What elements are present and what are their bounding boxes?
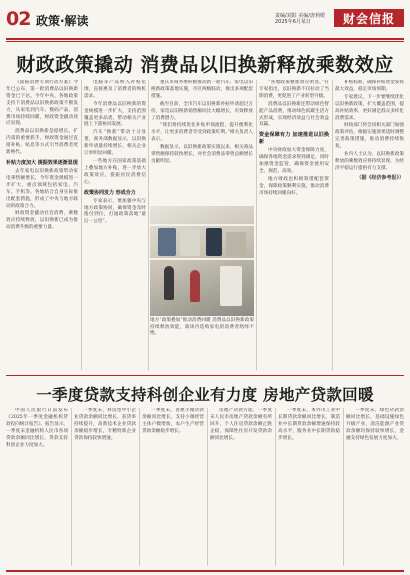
photo-appliance <box>220 266 242 306</box>
paragraph: 消费品以旧换新是稳增长、扩内需的重要抓手。财政资金通过直接补贴、贴息等方式引导消费者更新换代。 <box>6 129 78 156</box>
article-column-3 <box>151 80 253 202</box>
paragraph: 消费品以旧换新还带动绿色智能产品消费，推动绿色低碳生活方式形成，实现经济效益与社会效益双赢。 <box>259 101 329 128</box>
paragraph: 专家表示，要加强中央与地方政策协同，确保资金及时拨付到位，打通政策落地“最后一公里”。 <box>84 198 146 225</box>
meta-line: 责编/刘阳 美编/唐莉媛 <box>275 13 325 19</box>
store-photo <box>150 206 254 316</box>
paragraph: 财政部门将会同相关部门加强政策评估，根据实施效果适时调整完善政策措施，推动消费持续恢复。 <box>335 123 404 150</box>
masthead <box>0 0 410 40</box>
paragraph: 一季度末，普惠小微贷款余额同比增长，支持小微经营主体户数增加，农户生产经营贷款余额稳步增长。 <box>142 408 204 434</box>
subheading: 政策协同发力 形成合力 <box>84 189 136 196</box>
photo-appliance <box>158 228 176 256</box>
article-column-5 <box>335 80 404 370</box>
paragraph: 一季度末，科技型中小企业贷款余额同比增长，获贷率持续提升，高新技术企业贷款余额稳步增长，专精特新企业贷款保持较快增速。 <box>74 408 136 441</box>
second-headline: 一季度贷款支持科创企业有力度 房地产贷款回暖 <box>36 386 374 404</box>
subheading: 资金保障有力 加速推进以旧换新 <box>259 132 329 146</box>
paragraph: 房地产贷款方面，一季度末人民币房地产贷款余额有所回升，个人住房贷款余额止跌企稳，保障性住房开发贷款余额同比增长。 <box>210 408 272 441</box>
column-divider <box>148 80 149 370</box>
paragraph: 数据显示，以旧换新政策实施以来，相关商品零售额保持较快增长，对社会消费品零售总额增长贡献明显。 <box>151 145 253 164</box>
section-number: 02 <box>6 8 31 30</box>
newspaper-logo <box>334 9 404 27</box>
footer-rule <box>6 570 404 572</box>
paragraph: 地方财政也积极筹措配套资金，保障政策顺利实施，推动消费市场持续回暖向好。 <box>259 176 329 196</box>
photo-shelf <box>150 258 254 260</box>
logo-text: 财会信报 <box>342 11 395 26</box>
paragraph: “我们将持续优化补贴申领流程，提升便利化水平，让更多消费者享受到政策红利。”相关负责人表示。 <box>151 123 253 143</box>
column-divider <box>207 408 208 566</box>
paragraph: 截至目前，全市汽车以旧换新补贴申请超过万份，家电以旧换新销售额同比大幅增长，有效释放了消费潜力。 <box>151 101 253 121</box>
paragraph: 一些地方在国家政策基础上叠加地方补贴，进一步放大政策效应，提振居民消费信心。 <box>84 158 146 185</box>
second-column-3 <box>142 408 204 566</box>
paragraph: 电脑等产品纳入补贴范围，直接惠及了消费者的购机需求。 <box>84 80 146 99</box>
paragraph: “各地政策叠加效应明显，”有专家指出，以旧换新不仅拉动了当期消费，更促进了产业转型升级。 <box>259 80 329 99</box>
article-column-2 <box>84 80 146 370</box>
second-column-2 <box>74 408 136 566</box>
column-divider <box>343 408 344 566</box>
photo-person <box>164 266 174 300</box>
paragraph: 补贴标准，确保补贴资金发挥最大效益，稳定市场预期。 <box>335 80 404 92</box>
subheading: 补贴力度加大 提振效果逐渐显现 <box>6 159 78 166</box>
column-divider <box>71 408 72 566</box>
column-divider <box>139 408 140 566</box>
article-column-4 <box>259 80 329 370</box>
header-rule-thin <box>6 41 404 42</box>
story-divider-rule <box>6 375 404 376</box>
lead-headline: 财政政策撬动 消费品以旧换新释放乘数效应 <box>16 54 394 76</box>
paragraph: 一季度末，本外币工业中长期贷款余额同比增长，制造业中长期贷款余额增速保持较高水平，服务业中长期贷款稳步增长。 <box>278 408 340 441</box>
second-column-4 <box>210 408 272 566</box>
paragraph: 业内人士认为，以旧换新政策释放的乘数效应将持续显现，为经济平稳运行提供有力支撑。 <box>335 152 404 171</box>
second-column-1 <box>6 408 68 566</box>
paragraph: 中央财政加大资金保障力度，确保各地资金需求得到满足，同时加强资金监管，确保资金使用安全、规范、高效。 <box>259 148 329 175</box>
column-divider <box>81 80 82 370</box>
column-divider <box>332 80 333 370</box>
source-byline: （据《经济参考报》） <box>356 174 404 181</box>
photo-appliance <box>206 228 222 256</box>
photo-appliance <box>180 230 200 256</box>
header-rule <box>6 38 404 40</box>
photo-caption: 地方“政策叠加”推动消费回暖 消费品以旧换新政策持续释放效能，商场内选购家电的消费者络绎不绝。 <box>150 318 254 336</box>
photo-person <box>190 270 200 302</box>
paragraph: 一季度末，绿色贷款余额同比增长，基础设施绿色升级产业、清洁能源产业贷款余额均保持较快增长，金融支持绿色发展力度加大。 <box>346 408 404 441</box>
paragraph: 重庆市商务委积极推动新一轮汽车、家电以旧换新政策落地实施，市区两级联动，推出多项配套措施。 <box>151 80 253 99</box>
paragraph: 中国人民银行日前发布《2025年一季度金融机构贷款投向统计报告》。报告显示，一季度末金融机构人民币各项贷款余额同比增长，贷款支持科创企业力度加大。 <box>6 408 68 448</box>
paragraph: 《提振消费专项行动方案》今年已公布，第一批消费品以旧换新资金已下达。今年中央、各地政策支持下消费品以旧换新政策不断发力，从家电到汽车、数码产品，消费市场持续回暖，财政资金撬动效应显现。 <box>6 80 78 127</box>
paragraph: 今年消费品以旧换新的资金规模进一步扩大，支持范围覆盖更多品类，带动相关产业链上下游协同发展。 <box>84 101 146 128</box>
second-column-6 <box>346 408 404 566</box>
page-meta <box>275 13 335 25</box>
second-column-5 <box>278 408 340 566</box>
paragraph: 去年家电以旧换新政策带动家电零售额增长，今年资金规模进一步扩大，重点领域包括家电、汽车、手机等。各地结合自身实际推出配套措施，形成了中央与地方联动的政策合力。 <box>6 168 78 209</box>
section-name: 政策·解读 <box>36 14 89 28</box>
column-divider <box>256 80 257 370</box>
paragraph: 专家建议，下一步要继续优化以旧换新政策，扩大覆盖范围，提高补贴效率，更好满足群众多样化消费需求。 <box>335 94 404 121</box>
paragraph: 财政资金撬动社会消费，乘数效应持续释放，以旧换新已成为推动消费升级的重要力量。 <box>6 211 78 231</box>
paragraph: 汽车“换新”带动十分显著，商务部数据显示，以旧换新申请量持续增长，相关企业订单明显回暖。 <box>84 130 146 157</box>
column-divider <box>275 408 276 566</box>
article-column-1 <box>6 80 78 370</box>
meta-line: 2025年6月某日 <box>275 19 311 25</box>
photo-shelf <box>150 224 254 226</box>
photo-appliance <box>226 232 246 256</box>
